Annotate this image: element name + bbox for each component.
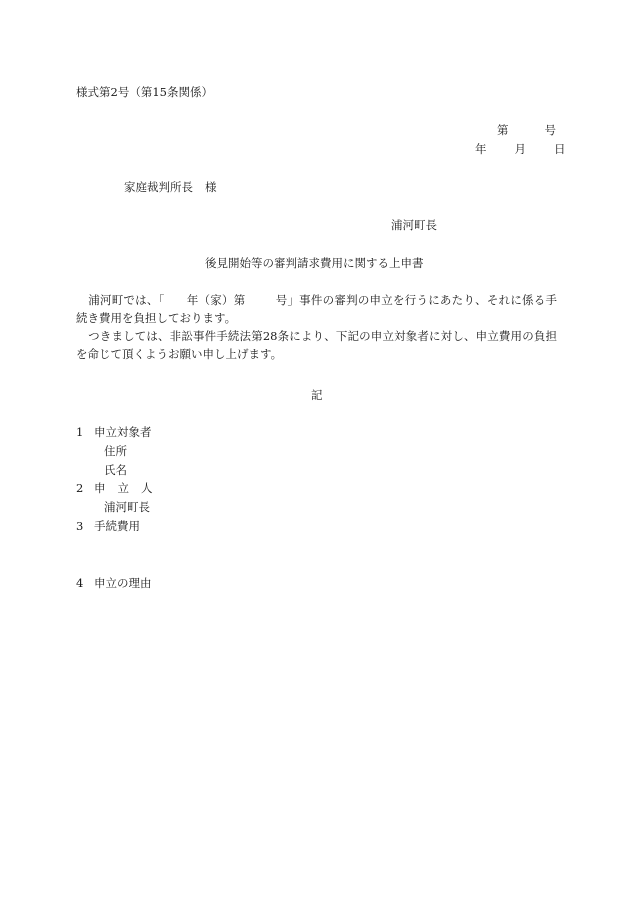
ref-go-label: 号	[544, 123, 556, 137]
para1-go: 号」事件の審判の申立を行うにあたり、それに係る手続き費用を負担しております。	[76, 293, 558, 325]
item1-name-label: 氏名	[104, 463, 127, 477]
item-label-part: 人	[141, 481, 153, 495]
item-number: 2	[76, 481, 84, 495]
list-item-3	[76, 519, 140, 533]
reference-number-row	[497, 123, 556, 137]
addressee-name: 家庭裁判所長	[124, 180, 193, 194]
item-label-part: 立	[117, 481, 129, 495]
body-paragraph-1	[76, 291, 557, 327]
para2-text: つきましては、非訟事件手続法第28条により、下記の申立対象者に対し、申立費用の負担を命じて頂くようお願い申し上げます。	[76, 329, 557, 361]
item-number: 1	[76, 425, 84, 439]
item-number: 4	[76, 576, 84, 590]
date-row	[475, 142, 566, 156]
ref-dai-label: 第	[497, 123, 509, 137]
item-number: 3	[76, 519, 84, 533]
form-number: 様式第2号（第15条関係）	[76, 85, 213, 99]
item-label: 申立の理由	[94, 576, 152, 590]
item-label: 申立対象者	[94, 425, 152, 439]
item-label-part: 申	[94, 481, 106, 495]
list-item-2	[76, 481, 153, 495]
addressee	[124, 180, 217, 194]
body-paragraph-2	[76, 327, 557, 363]
para1-start: 浦河町では、「	[88, 293, 165, 307]
sender: 浦河町長	[391, 218, 437, 232]
list-item-1	[76, 425, 152, 439]
date-day-label: 日	[554, 142, 566, 156]
addressee-honorific: 様	[205, 180, 217, 194]
item2-value: 浦河町長	[104, 500, 150, 514]
date-year-label: 年	[475, 142, 487, 156]
ki-heading: 記	[311, 388, 323, 402]
item-label: 手続費用	[94, 519, 140, 533]
page-title: 後見開始等の審判請求費用に関する上申書	[205, 256, 424, 270]
item1-address-label: 住所	[104, 444, 127, 458]
date-month-label: 月	[514, 142, 526, 156]
para1-year: 年（家）第	[186, 293, 246, 307]
list-item-4	[76, 576, 152, 590]
